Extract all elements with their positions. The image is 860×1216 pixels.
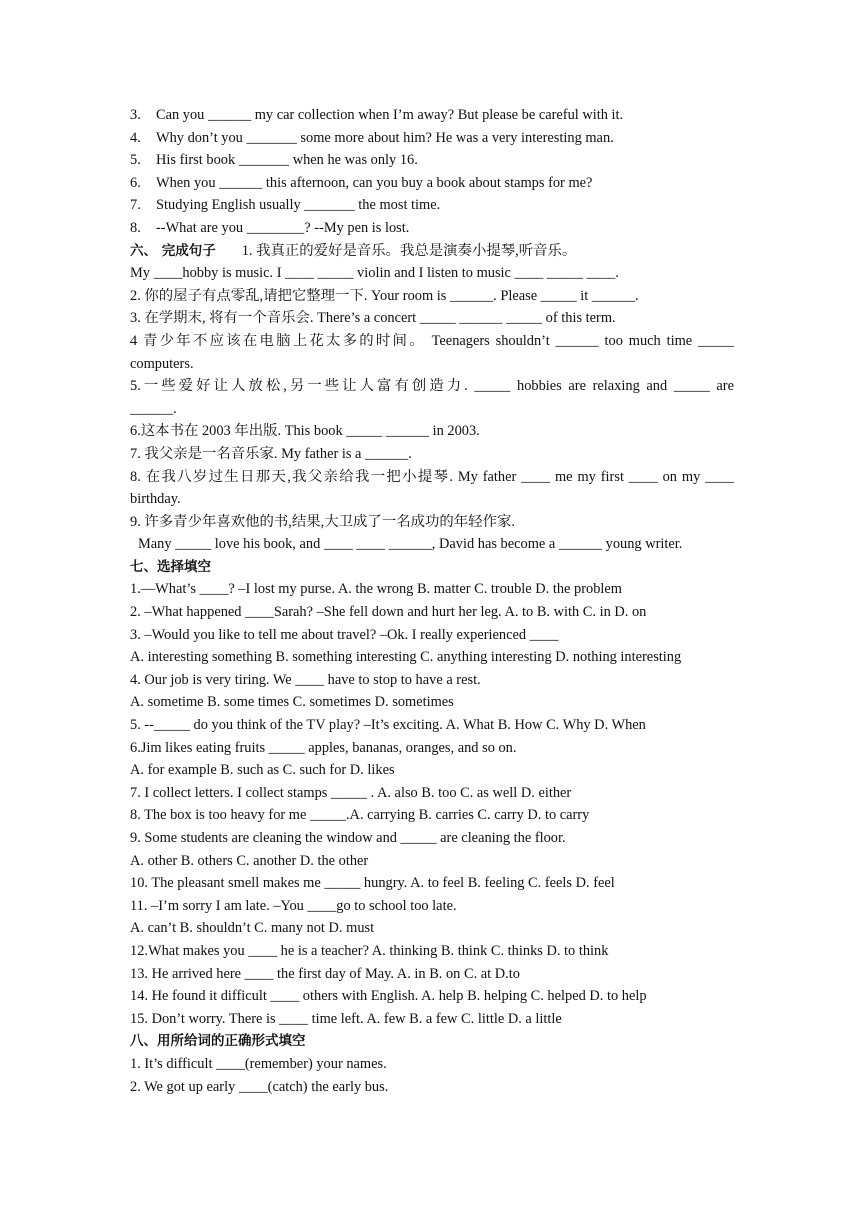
question-line: 14. He found it difficult ____ others with English. A. help B. helping C. helped D. to help xyxy=(130,988,647,1005)
item-text: When you ______ this afternoon, can you buy a book about stamps for me? xyxy=(156,174,593,191)
sentence-line: 6.这本书在 2003 年出版. This book _____ ______ in 2003. xyxy=(130,423,480,440)
list-item xyxy=(130,149,734,172)
sentence-line: 9. 许多青少年喜欢他的书,结果,大卫成了一名成功的年轻作家. xyxy=(130,513,515,530)
section-heading: 六、 完成句子 xyxy=(130,242,216,259)
sentence-line: 5.一些爱好让人放松,另一些让人富有创造力. _____ hobbies are relaxing and _____ are xyxy=(130,378,734,395)
section-seven xyxy=(130,556,734,1030)
question-line: 2. –What happened ____Sarah? –She fell down and hurt her leg. A. to B. with C. in D. on xyxy=(130,604,647,621)
question-line: 1. It’s difficult ____(remember) your names. xyxy=(130,1055,387,1072)
sentence-line: 2. 你的屋子有点零乱,请把它整理一下. Your room is ______. Please _____ it ______. xyxy=(130,287,639,304)
item-text: --What are you ________? --My pen is lost. xyxy=(156,219,410,236)
section-eight xyxy=(130,1030,734,1098)
list-item xyxy=(130,127,734,150)
worksheet-page xyxy=(130,104,734,1098)
question-line: 2. We got up early ____(catch) the early bus. xyxy=(130,1078,389,1095)
section-five-items xyxy=(130,104,734,240)
question-line: 10. The pleasant smell makes me _____ hungry. A. to feel B. feeling C. feels D. feel xyxy=(130,875,615,892)
section-six-heading-line xyxy=(130,240,734,263)
question-line: 11. –I’m sorry I am late. –You ____go to school too late. xyxy=(130,897,457,914)
sentence-line: My ____hobby is music. I ____ _____ violin and I listen to music ____ _____ ____. xyxy=(130,265,619,282)
question-line: 7. I collect letters. I collect stamps _____ . A. also B. too C. as well D. either xyxy=(130,784,572,801)
question-line: 9. Some students are cleaning the window and _____ are cleaning the floor. xyxy=(130,830,566,846)
item-text: Studying English usually _______ the most time. xyxy=(156,197,441,214)
sentence-line: Many _____ love his book, and ____ ____ ______, David has become a ______ young writer. xyxy=(138,536,683,553)
sentence-prompt: 1. 我真正的爱好是音乐。我总是演奏小提琴,听音乐。 xyxy=(241,242,577,259)
question-line: 15. Don’t worry. There is ____ time left. A. few B. a few C. little D. a little xyxy=(130,1010,562,1027)
section-heading: 八、用所给词的正确形式填空 xyxy=(130,1033,306,1050)
item-text: Can you ______ my car collection when I’m away? But please be careful with it. xyxy=(156,107,624,123)
list-item xyxy=(130,194,734,217)
section-six xyxy=(130,240,734,556)
question-line: 6.Jim likes eating fruits _____ apples, bananas, oranges, and so on. xyxy=(130,739,517,756)
item-number: 8. xyxy=(130,219,141,236)
question-line: 8. The box is too heavy for me _____.A. carrying B. carries C. carry D. to carry xyxy=(130,807,590,824)
question-line: A. other B. others C. another D. the other xyxy=(130,852,369,869)
item-number: 7. xyxy=(130,197,141,214)
question-line: 12.What makes you ____ he is a teacher? A. thinking B. think C. thinks D. to think xyxy=(130,942,609,959)
sentence-line: 4 青少年不应该在电脑上花太多的时间。 Teenagers shouldn’t ______ too much time _____ xyxy=(130,332,734,349)
item-number: 4. xyxy=(130,129,141,146)
question-line: A. for example B. such as C. such for D. likes xyxy=(130,762,395,779)
question-line: A. can’t B. shouldn’t C. many not D. must xyxy=(130,920,375,937)
item-text: Why don’t you _______ some more about him? He was a very interesting man. xyxy=(156,129,614,146)
section-heading: 七、选择填空 xyxy=(130,558,211,575)
item-number: 6. xyxy=(130,174,141,191)
list-item xyxy=(130,217,734,240)
item-number: 5. xyxy=(130,152,141,169)
sentence-line: 7. 我父亲是一名音乐家. My father is a ______. xyxy=(130,445,412,462)
item-number: 3. xyxy=(130,107,141,123)
sentence-line: 3. 在学期末, 将有一个音乐会. There’s a concert _____ ______ _____ of this term. xyxy=(130,310,616,327)
sentence-line: birthday. xyxy=(130,491,181,508)
list-item xyxy=(130,172,734,195)
question-line: A. interesting something B. something interesting C. anything interesting D. nothing interesting xyxy=(130,649,682,666)
sentence-line: computers. xyxy=(130,355,194,372)
question-line: 4. Our job is very tiring. We ____ have to stop to have a rest. xyxy=(130,671,481,688)
sentence-line: 8. 在我八岁过生日那天,我父亲给我一把小提琴. My father ____ me my first ____ on my ____ xyxy=(130,468,734,485)
question-line: 5. --_____ do you think of the TV play? –It’s exciting. A. What B. How C. Why D. When xyxy=(130,717,646,734)
question-line: A. sometime B. some times C. sometimes D. sometimes xyxy=(130,694,454,711)
question-line: 1.—What’s ____? –I lost my purse. A. the wrong B. matter C. trouble D. the problem xyxy=(130,581,622,598)
question-line: 13. He arrived here ____ the first day of May. A. in B. on C. at D.to xyxy=(130,965,520,982)
question-line: 3. –Would you like to tell me about travel? –Ok. I really experienced ____ xyxy=(130,626,559,643)
item-text: His first book _______ when he was only 16. xyxy=(156,152,418,169)
list-item xyxy=(130,104,734,127)
sentence-line: ______. xyxy=(130,400,177,417)
